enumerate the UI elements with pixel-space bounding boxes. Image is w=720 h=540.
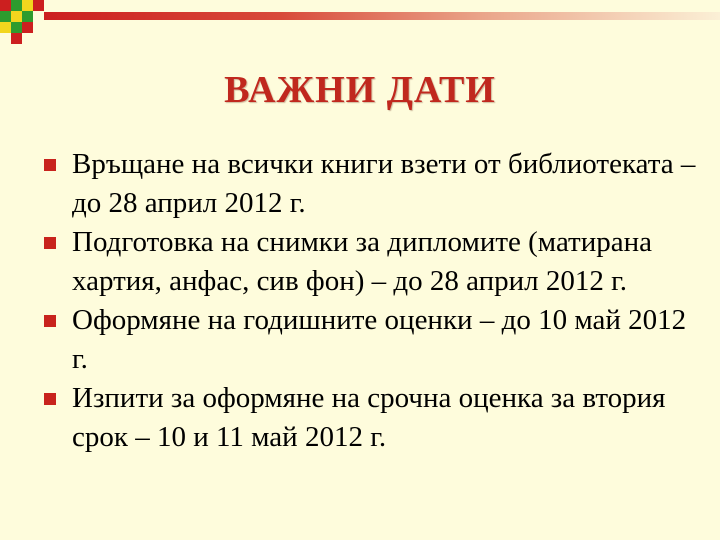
bullet-item [36,223,696,301]
red-square-bullet-icon [44,159,56,171]
red-square-bullet-icon [44,393,56,405]
checker-decoration-icon [0,0,60,42]
bullet-text: Оформяне на годишните оценки – до 10 май 2012 г. [72,304,687,375]
bullet-item [36,145,696,223]
bullet-item [36,379,696,457]
bullet-text: Връщане на всички книги взети от библиотеката – до 28 април 2012 г. [72,148,696,219]
red-square-bullet-icon [44,315,56,327]
bullet-text: Изпити за оформяне на срочна оценка за втория срок – 10 и 11 май 2012 г. [72,382,666,453]
bullet-list [36,145,696,457]
bullet-text: Подготовка на снимки за дипломите (матирана хартия, анфас, сив фон) – до 28 април 2012 г. [72,226,653,297]
slide-title: ВАЖНИ ДАТИ [224,69,496,111]
title-bar-decoration [44,12,720,20]
bullet-item [36,301,696,379]
red-square-bullet-icon [44,237,56,249]
